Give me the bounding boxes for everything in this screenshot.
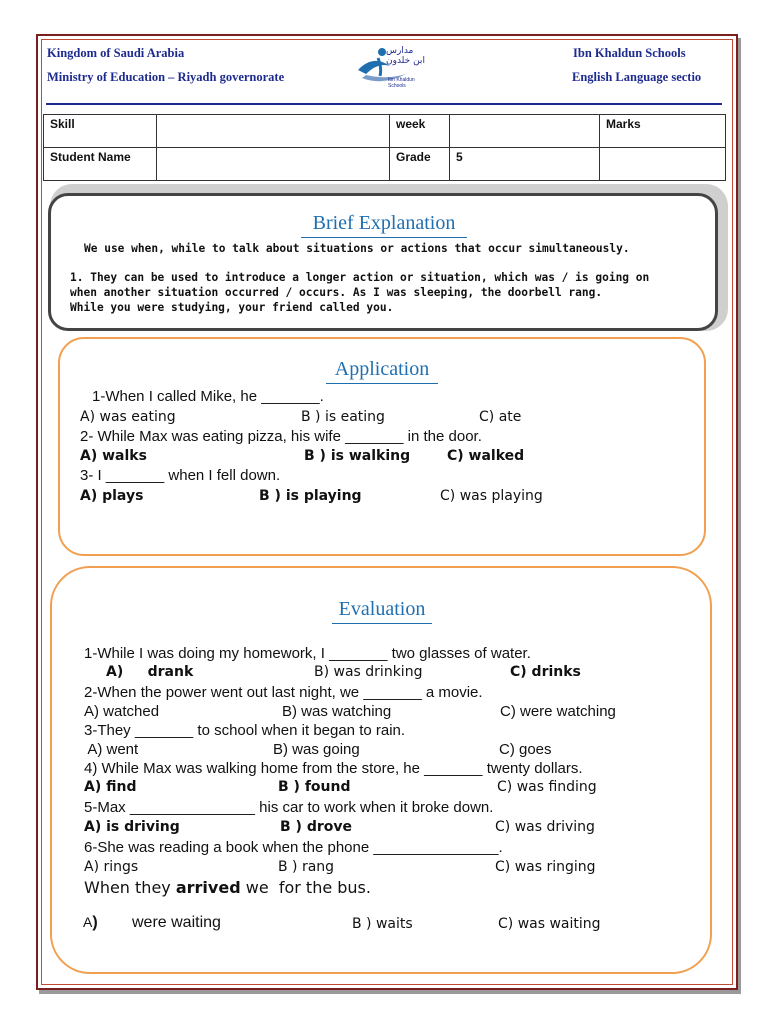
eval-question-1: 1-While I was doing my homework, I _______ two glasses of water. (84, 645, 531, 662)
logo-arabic-text: مدارس ابن خلدون (386, 46, 425, 66)
app-q2-option-c[interactable]: C) walked (447, 448, 525, 464)
application-box (58, 337, 706, 556)
eval-q1-option-c[interactable]: C) drinks (510, 664, 581, 680)
evaluation-title: Evaluation (332, 598, 432, 624)
app-q3-option-a[interactable]: A) plays (80, 488, 144, 504)
eval-q6-option-a[interactable]: A) rings (84, 859, 139, 875)
brief-title: Brief Explanation (301, 212, 467, 238)
skill-label: Skill (44, 115, 157, 148)
app-question-1: 1-When I called Mike, he _______. (92, 388, 324, 405)
eval-q5-option-b[interactable]: B ) drove (280, 819, 352, 835)
brief-line-3: when another situation occurred / occurs. As I was sleeping, the doorbell rang. (70, 286, 603, 299)
app-question-2: 2- While Max was eating pizza, his wife _______ in the door. (80, 428, 482, 445)
app-q3-option-c[interactable]: C) was playing (440, 488, 543, 504)
eval-q4-option-b[interactable]: B ) found (278, 779, 351, 795)
eval-q4-option-c[interactable]: C) was finding (497, 779, 597, 795)
eval-q6-option-b[interactable]: B ) rang (278, 859, 335, 875)
eval-question-3: 3-They _______ to school when it began to rain. (84, 722, 406, 739)
eval-q7-option-a[interactable] (83, 914, 98, 932)
logo-english-text: Ibn Khaldun Schools (388, 77, 415, 89)
brief-line-2: 1. They can be used to introduce a longer action or situation, which was / is going on (70, 271, 650, 284)
marks-field[interactable] (600, 148, 726, 181)
header-kingdom: Kingdom of Saudi Arabia (47, 46, 185, 60)
marks-label: Marks (600, 115, 726, 148)
evaluation-box (50, 566, 712, 974)
eval-q2-option-b[interactable]: B) was watching (282, 703, 392, 720)
school-logo (348, 44, 428, 90)
eval-q7-bold-word: arrived (175, 878, 241, 897)
eval-question-4: 4) While Max was walking home from the store, he _______ twenty dollars. (84, 760, 583, 777)
eval-q5-option-c[interactable]: C) was driving (495, 819, 595, 835)
eval-question-7 (84, 878, 371, 897)
grade-label: Grade (390, 148, 450, 181)
eval-question-5: 5-Max _______________ his car to work when it broke down. (84, 799, 494, 816)
header-school-name: Ibn Khaldun Schools (573, 46, 686, 60)
week-label: week (390, 115, 450, 148)
brief-line-4: While you were studying, your friend called you. (70, 301, 394, 314)
eval-q2-option-c[interactable]: C) were watching (500, 703, 616, 720)
app-q2-option-b[interactable]: B ) is walking (304, 448, 411, 464)
brief-explanation-box (48, 193, 718, 331)
eval-q3-option-a[interactable]: A) went (84, 741, 139, 758)
app-q1-option-c[interactable]: C) ate (479, 409, 522, 425)
header-section: English Language sectio (572, 70, 702, 84)
eval-q3-option-b[interactable]: B) was going (273, 741, 360, 758)
app-q3-option-b[interactable]: B ) is playing (259, 488, 362, 504)
eval-q2-option-a[interactable]: A) watched (84, 703, 160, 720)
eval-q6-option-c[interactable]: C) was ringing (495, 859, 596, 875)
app-q1-option-b[interactable]: B ) is eating (301, 409, 385, 425)
app-question-3: 3- I _______ when I fell down. (80, 467, 281, 484)
student-name-label: Student Name (44, 148, 157, 181)
header-divider (46, 103, 722, 105)
eval-q7-text-start: When they (84, 878, 176, 897)
app-q2-option-a[interactable]: A) walks (80, 448, 147, 464)
header-ministry: Ministry of Education – Riyadh governorate (47, 70, 285, 84)
eval-q7-a-paren: ) (92, 914, 98, 931)
eval-q1-option-b[interactable]: B) was drinking (314, 664, 423, 680)
eval-q7-option-b[interactable]: B ) waits (352, 916, 413, 932)
eval-q4-option-a[interactable]: A) find (84, 779, 137, 795)
eval-q5-option-a[interactable]: A) is driving (84, 819, 180, 835)
eval-q3-option-c[interactable]: C) goes (499, 741, 552, 758)
eval-q7-option-a-text[interactable]: were waiting (132, 914, 221, 931)
eval-q1-option-a[interactable]: A) drank (106, 664, 194, 680)
eval-question-2: 2-When the power went out last night, we _______ a movie. (84, 684, 483, 701)
brief-line-1: We use when, while to talk about situations or actions that occur simultaneously. (84, 242, 630, 255)
eval-q7-option-c[interactable]: C) was waiting (498, 916, 601, 932)
app-q1-option-a[interactable]: A) was eating (80, 409, 176, 425)
student-name-field[interactable] (157, 148, 390, 181)
eval-q7-a-letter: A (83, 914, 93, 930)
eval-q7-text-end: we for the bus. (240, 878, 371, 897)
skill-field[interactable] (157, 115, 390, 148)
info-table (43, 114, 726, 181)
week-field[interactable] (450, 115, 600, 148)
application-title: Application (326, 358, 438, 384)
grade-value: 5 (450, 148, 600, 181)
eval-question-6: 6-She was reading a book when the phone _______________. (84, 839, 503, 856)
